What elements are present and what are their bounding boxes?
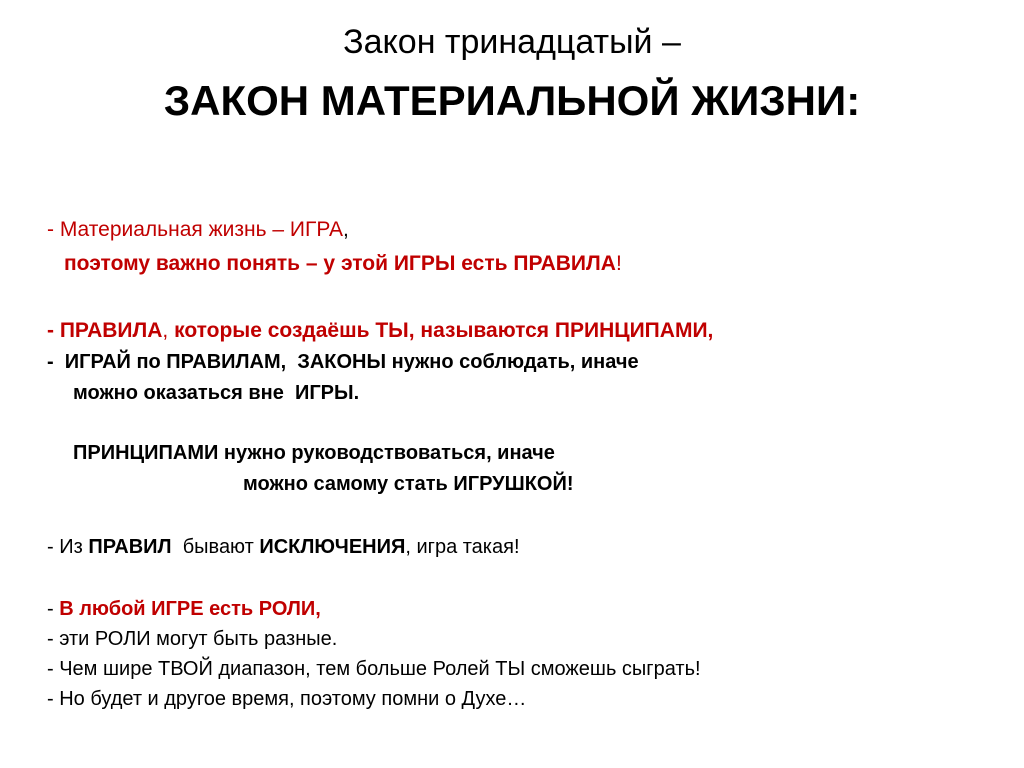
text-segment: ПРАВИЛ: [88, 536, 172, 558]
rule-line-10: - эти РОЛИ могут быть разные.: [47, 628, 338, 650]
rule-line-9: [47, 596, 321, 622]
text-segment: -: [47, 598, 60, 620]
text-segment: бывают: [171, 536, 260, 558]
rule-line-12: - Но будет и другое время, поэтому помни о Духе…: [47, 688, 527, 710]
text-segment: !: [615, 252, 622, 275]
text-segment: - Материальная жизнь – ИГРА: [47, 218, 343, 241]
rule-line-4: - ИГРАЙ по ПРАВИЛАМ, ЗАКОНЫ нужно соблюдать, иначе: [47, 351, 639, 373]
text-segment: , игра такая!: [405, 536, 520, 558]
rule-line-5: можно оказаться вне ИГРЫ.: [73, 382, 360, 404]
rule-line-1: [47, 217, 349, 243]
rule-line-6: ПРИНЦИПАМИ нужно руководствоваться, иначе: [73, 442, 555, 464]
slide-title: ЗАКОН МАТЕРИАЛЬНОЙ ЖИЗНИ:: [163, 77, 861, 124]
rule-line-8: [47, 534, 520, 560]
text-segment: ,: [342, 218, 349, 241]
rule-line-3: [47, 318, 713, 344]
text-segment: - ПРАВИЛА: [47, 319, 163, 342]
rule-line-7: можно самому стать ИГРУШКОЙ!: [243, 473, 574, 495]
text-segment: которые создаёшь ТЫ, называются ПРИНЦИПАМИ,: [174, 319, 714, 342]
text-segment: ,: [162, 319, 175, 342]
text-segment: ИСКЛЮЧЕНИЯ: [259, 536, 406, 558]
text-segment: поэтому важно понять – у этой ИГРЫ есть ПРАВИЛА: [64, 252, 616, 275]
text-segment: - Из: [47, 536, 89, 558]
text-segment: В любой ИГРЕ есть РОЛИ,: [59, 598, 321, 620]
rule-line-2: [64, 251, 622, 277]
rule-line-11: - Чем шире ТВОЙ диапазон, тем больше Ролей ТЫ сможешь сыграть!: [47, 658, 701, 680]
slide-subtitle: Закон тринадцатый –: [343, 23, 681, 61]
